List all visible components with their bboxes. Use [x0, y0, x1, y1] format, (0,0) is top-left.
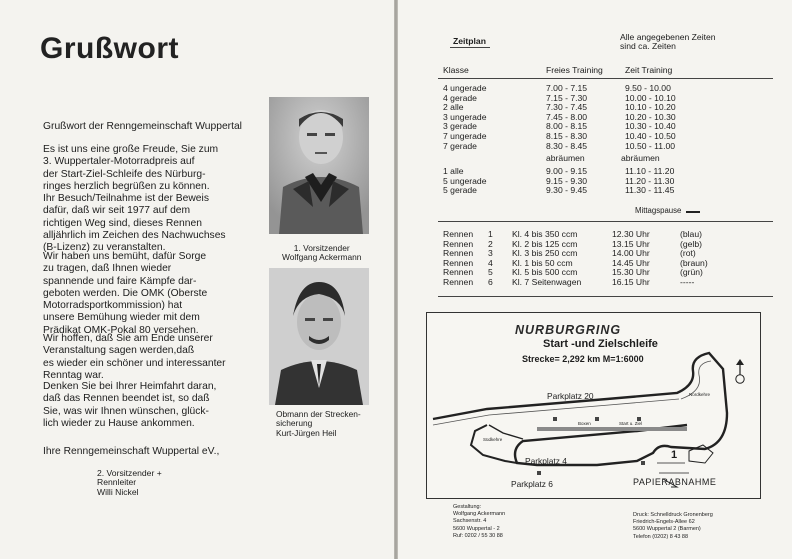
- text-line: dafür, daß wir seit 1977 auf dem: [43, 205, 191, 217]
- row-zeit-training: 10.10 - 10.20: [625, 102, 676, 113]
- suedkehre-label: Südkehre: [483, 437, 503, 442]
- track-map: [426, 312, 761, 499]
- race-time: 12.30 Uhr: [612, 229, 650, 239]
- text-line: Wir hoffen, daß Sie am Ende unserer: [43, 333, 213, 344]
- row-freies-training: 7.30 - 7.45: [546, 102, 588, 113]
- portrait-photo-ackermann: [269, 97, 369, 234]
- text-line: es wieder ein schöner und interessanter: [43, 357, 226, 369]
- row-freies-training: 8.00 - 8.15: [546, 121, 588, 132]
- row-freies-training: 7.15 - 7.30: [546, 92, 588, 103]
- bottom-rule: [438, 296, 773, 297]
- race-label: Rennen: [443, 248, 474, 259]
- row-klasse: 5 gerade: [443, 185, 477, 196]
- race-class: Kl. 2 bis 125 ccm: [512, 238, 578, 249]
- text-line: spannende und faire Kämpfe dar-: [43, 275, 197, 287]
- text-line: Denken Sie bei Ihrer Heimfahrt daran,: [43, 381, 217, 392]
- text-line: lich wieder zu Hause ankommen.: [43, 417, 195, 429]
- text-line: Renntag war.: [43, 369, 104, 381]
- race-class: Kl. 3 bis 250 ccm: [512, 248, 578, 259]
- row-klasse: 4 gerade: [443, 92, 477, 103]
- track-layout: [427, 313, 760, 498]
- footer-line: 5600 Wuppertal - 2: [453, 525, 500, 532]
- text-line: unsere Bemühung wieder mit dem: [43, 312, 200, 324]
- race-time: 14.00 Uhr: [612, 248, 650, 259]
- row-freies-training: 7.00 - 7.15: [546, 83, 588, 93]
- row-freies-training: 9.30 - 9.45: [546, 185, 588, 196]
- signature-block: [97, 469, 162, 497]
- caption-ackermann: [282, 244, 361, 263]
- map-marker-1: 1: [671, 449, 678, 461]
- header-freies-training: Freies Training: [546, 65, 603, 75]
- row-zeit-training: 10.40 - 10.50: [625, 131, 676, 141]
- header-rule: [438, 78, 773, 79]
- row-zeit-training: 11.20 - 11.30: [625, 175, 675, 186]
- druck-block: [633, 512, 713, 541]
- greeting-line: Grußwort der Renngemeinschaft Wuppertal: [43, 121, 242, 132]
- portrait-heil-image: [269, 268, 369, 405]
- zeitplan-label: Zeitplan: [453, 36, 486, 46]
- text-line: alljährlich im Zeichen des Nachwuchses: [43, 230, 226, 242]
- text-line: ringes herzlich begrüßen zu können.: [43, 180, 210, 192]
- race-number: 4: [488, 257, 493, 268]
- race-color: (grün): [680, 267, 703, 278]
- signature-line: 2. Vorsitzender +: [97, 468, 162, 478]
- row-freies-training: 9.00 - 9.15: [546, 166, 588, 176]
- time-note: [620, 33, 716, 52]
- map-title: NURBURGRING: [515, 323, 622, 337]
- abraeumen-label-1: abräumen: [546, 153, 585, 163]
- race-number: 6: [488, 277, 493, 287]
- row-zeit-training: 10.30 - 10.40: [625, 121, 676, 132]
- caption-heil: [276, 410, 361, 438]
- portrait-ackermann-image: [269, 97, 369, 234]
- abraeumen-label-2: abräumen: [621, 153, 660, 163]
- footer-line: Telefon (0202) 8 43 88: [633, 533, 689, 540]
- caption-line: Kurt-Jürgen Heil: [276, 427, 337, 438]
- caption-line: 1. Vorsitzender: [293, 243, 350, 253]
- text-line: zu tragen, daß Ihnen wieder: [43, 263, 172, 275]
- papierabnahme-label: PAPIERABNAHME: [633, 477, 717, 487]
- text-line: geboten werden. Die OMK (Oberste: [43, 287, 208, 299]
- text-line: Ihr Besuch/Teilnahme ist der Beweis: [43, 193, 209, 205]
- mid-rule: [438, 221, 773, 222]
- race-color: (rot): [680, 248, 696, 259]
- text-line: Veranstaltung sagen werden,daß: [43, 345, 195, 357]
- race-time: 16.15 Uhr: [612, 277, 650, 287]
- race-time: 15.30 Uhr: [612, 267, 650, 278]
- note-line: sind ca. Zeiten: [620, 41, 676, 52]
- paragraph-4: [43, 381, 268, 430]
- signature-line: Willi Nickel: [97, 486, 139, 497]
- parkplatz-20-label: Parkplatz 20: [547, 391, 594, 401]
- footer-line: 5600 Wuppertal 2 (Barmen): [633, 526, 701, 533]
- map-subtitle: Start -und Zielschleife: [543, 338, 658, 350]
- header-klasse: Klasse: [443, 65, 469, 75]
- race-label: Rennen: [443, 277, 474, 287]
- race-class: Kl. 4 bis 350 ccm: [512, 229, 578, 239]
- row-klasse: 3 gerade: [443, 121, 477, 132]
- race-color: (blau): [680, 229, 702, 239]
- race-label: Rennen: [443, 267, 474, 278]
- row-klasse: 3 ungerade: [443, 111, 487, 122]
- text-line: der Start-Ziel-Schleife des Nürburg-: [43, 168, 206, 180]
- left-page: [0, 0, 394, 559]
- signature-line: Rennleiter: [97, 477, 137, 488]
- footer-line: Sachsenstr. 4: [453, 518, 487, 525]
- race-time: 13.15 Uhr: [612, 238, 650, 249]
- row-zeit-training: 9.50 - 10.00: [625, 83, 671, 93]
- row-zeit-training: 11.30 - 11.45: [625, 185, 675, 196]
- caption-line: Wolfgang Ackermann: [282, 252, 362, 263]
- portrait-photo-heil: [269, 268, 369, 405]
- race-number: 2: [488, 238, 493, 249]
- parkplatz-6-label: Parkplatz 6: [511, 479, 553, 489]
- note-line: Alle angegebenen Zeiten: [620, 32, 716, 42]
- mittagspause-label: Mittagspause: [635, 206, 682, 215]
- text-line: Es ist uns eine große Freude, Sie zum: [43, 144, 219, 155]
- paragraph-3: [43, 333, 268, 382]
- row-freies-training: 8.30 - 8.45: [546, 140, 588, 151]
- page-title: Grußwort: [40, 32, 179, 65]
- text-line: richtigen Weg sind, dieses Rennen: [43, 217, 202, 229]
- row-klasse: 5 ungerade: [443, 175, 487, 186]
- caption-line: Obmann der Strecken-: [276, 409, 361, 419]
- race-class: Kl. 5 bis 500 ccm: [512, 267, 578, 278]
- zeitplan-underline: [450, 47, 490, 48]
- text-line: Sie, was wir Ihnen wünschen, glück-: [43, 405, 209, 417]
- footer-line: Druck: Schnelldruck Gronenberg: [633, 512, 713, 518]
- row-freies-training: 9.15 - 9.30: [546, 175, 588, 186]
- race-time: 14.45 Uhr: [612, 257, 650, 268]
- text-line: (B-Lizenz) zu veranstalten.: [43, 242, 166, 254]
- parkplatz-4-label: Parkplatz 4: [525, 456, 567, 466]
- row-freies-training: 7.45 - 8.00: [546, 111, 588, 122]
- footer-line: Gestaltung:: [453, 504, 482, 510]
- race-color: -----: [680, 277, 695, 287]
- row-zeit-training: 11.10 - 11.20: [625, 166, 675, 176]
- nordkehre-label: Nordkehre: [689, 392, 711, 397]
- row-zeit-training: 10.20 - 10.30: [625, 111, 676, 122]
- paragraph-2: [43, 251, 268, 337]
- boxen-label: Boxen: [578, 421, 591, 426]
- mittagspause-dash: [686, 211, 700, 213]
- race-label: Rennen: [443, 229, 474, 239]
- text-line: daß das Rennen beendet ist, so daß: [43, 393, 210, 405]
- text-line: Prädikat OMK-Pokal 80 versehen.: [43, 324, 199, 336]
- race-number: 3: [488, 248, 493, 259]
- race-color: (gelb): [680, 238, 702, 249]
- map-scale: Strecke= 2,292 km M=1:6000: [522, 354, 644, 364]
- row-klasse: 4 ungerade: [443, 83, 487, 93]
- text-line: 3. Wuppertaler-Motorradpreis auf: [43, 156, 195, 168]
- race-class: Kl. 1 bis 50 ccm: [512, 257, 573, 268]
- row-klasse: 7 gerade: [443, 140, 477, 151]
- gestaltung-block: [453, 504, 505, 540]
- footer-line: Friedrich-Engels-Allee 62: [633, 519, 695, 526]
- race-number: 1: [488, 229, 493, 239]
- caption-line: sicherung: [276, 418, 313, 429]
- race-color: (braun): [680, 257, 708, 268]
- row-zeit-training: 10.50 - 11.00: [625, 140, 676, 151]
- footer-line: Ruf: 0202 / 55 30 88: [453, 532, 503, 539]
- signoff: Ihre Renngemeinschaft Wuppertal eV.,: [43, 446, 220, 457]
- race-label: Rennen: [443, 257, 474, 268]
- race-label: Rennen: [443, 238, 474, 249]
- row-freies-training: 8.15 - 8.30: [546, 131, 588, 141]
- row-klasse: 7 ungerade: [443, 131, 487, 141]
- row-klasse: 1 alle: [443, 166, 464, 176]
- row-klasse: 2 alle: [443, 102, 464, 113]
- paragraph-1: [43, 144, 268, 255]
- text-line: Motorradsportkommission) hat: [43, 300, 183, 312]
- start-ziel-label: Start u. Ziel: [619, 421, 643, 426]
- header-zeit-training: Zeit Training: [625, 65, 673, 75]
- footer-line: Wolfgang Ackermann: [453, 511, 506, 518]
- race-class: Kl. 7 Seitenwagen: [512, 277, 582, 287]
- race-number: 5: [488, 267, 493, 278]
- row-zeit-training: 10.00 - 10.10: [625, 92, 676, 103]
- text-line: Wir haben uns bemüht, dafür Sorge: [43, 251, 207, 262]
